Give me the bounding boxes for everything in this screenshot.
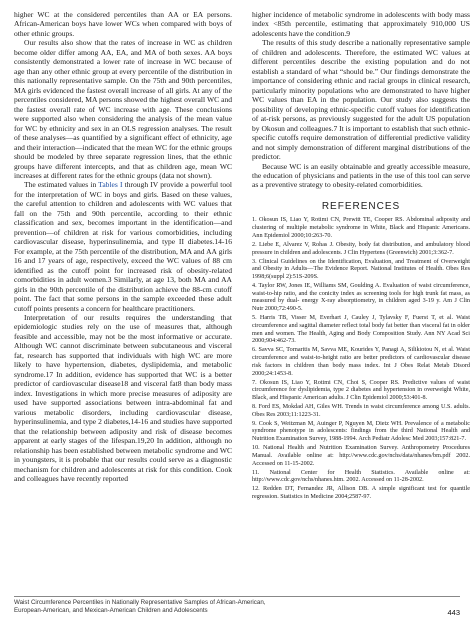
paragraph-interpretation: Interpretation of our results requires the understanding that epidemiologic studies rely on the use of measures that, although feasible and accessible, may not be the most informative or accurate. Although WC cannot discriminate between subcutaneous and visceral fat, research has supported that individuals with high WC are more likely to have hypertension, diabetes, dyslipidemia, and metabolic syndrome.17 In addition, evidence has supported that WC is a better predictor of cardiovascular disease18 and visceral fat8 than body mass index. Investigations in which more precise measures of adiposity are used have supported associations between intra-abdominal fat and various metabolic disorders, including cardiovascular disease, hyperinsulinemia, and type 2 diabetes,14-16 and studies have supported that the relationship between adiposity and risk of disease becomes apparent at early stages of the lifespan.19,20 In addition, although no relationship has been established between metabolic syndrome and WC in youngsters, it is probable that our results could serve as a diagnostic mechanism for children and adolescents at risk for this condition. Cook and colleagues have recently reported: [14, 313, 232, 483]
reference-text: Harris TB, Visser M, Everhart J, Cauley J, Tylavsky F, Fuerst T, et al. Waist circumference and sagittal diameter reflect total body fat better than visceral fat in older men and women. The Health, Aging and Body Composition Study. Ann NY Acad Sci 2000;904:462-73.: [252, 315, 470, 345]
reference-item: [252, 470, 470, 486]
running-title-line: Waist Circumference Percentiles in Nationally Representative Samples of African-American,: [14, 599, 266, 606]
reference-item: [252, 283, 470, 314]
reference-item: [252, 347, 470, 378]
references-heading: REFERENCES: [321, 200, 401, 212]
paragraph-continued: higher WC at the considered percentiles than AA or EA persons. African-American boys have lower WCs when compared with boys of other ethnic groups.: [14, 10, 232, 38]
reference-text: Clinical Guidelines on the Identification, Evaluation, and Treatment of Overweight and Obesity in Adults—The Evidence Report. National Institutes of Health. Obes Res 1998;6(suppl 2):51S-209S.: [252, 258, 470, 280]
reference-item: [252, 404, 470, 420]
reference-item: [252, 217, 470, 240]
reference-number: 9.: [252, 420, 257, 427]
reference-text: Okosun IS, Liao Y, Rotimi CN, Choi S, Cooper RS. Predictive values of waist circumference for dyslipidemia, type 2 diabetes and hypertension in overweight White, Black, and Hispanic American adults. J Clin Epidemiol 2000;53:401-8.: [252, 379, 470, 401]
reference-text: National Health and Nutrition Examination Survey. Anthropometry Procedures Manual. Available online at: http://www.cdc.gov/nchs/data/nhanes/bm.pdf 2002. Accessed on 11-15-2002.: [252, 445, 470, 467]
reference-text: Ford ES, Mokdad AH, Giles WH. Trends in waist circumference among U.S. adults. Obes Res 2003;11:1223-31.: [252, 403, 470, 418]
reference-item: [252, 445, 470, 468]
reference-text: Cook S, Weitzman M, Auinger P, Nguyen M, Dietz WH. Prevalence of a metabolic syndrome phenotype in adolescents: findings from the third National Health and Nutrition Examination Survey, 1988-1994. Arch Pediatr Adolesc Med 2003;157:821-7.: [252, 420, 470, 443]
reference-number: 12.: [252, 486, 260, 493]
references-list: [252, 217, 470, 501]
left-column: [14, 10, 232, 483]
reference-number: 4.: [252, 282, 257, 289]
paragraph-rates-of-increase: Our results also show that the rates of increase in WC as children become older differ among AA, EA, and MA of both sexes. AA boys consistently demonstrated a lower rate of increase in WC because of age than any other ethnic group at every percentile of the distribution in this nationally representative sample. On the 75th and 90th percentiles, MA girls evidenced the fastest overall increase of all girls. At any of the percentiles considered, MA persons showed the highest overall WC and the fastest overall rate of WC increase with age. These conclusions were supported also when considering the analysis of the mean value for WC by ethnicity and sex in an OLS regression analyses. The result of these analyses—as quantified by a significant effect of ethnicity, age and their interaction—indicated that the mean WC for the ethnic groups should be modeled by three separate regression lines, that the ethnic groups have different intercepts, and that as children age, mean WC increases at different rates for the ethnic groups (data not shown).: [14, 38, 232, 180]
paragraph-continued: higher incidence of metabolic syndrome in adolescents with body mass index <85th percentile, estimating that approximately 910,000 US adolescents have the condition.9: [252, 10, 470, 38]
tables-link[interactable]: Tables I: [98, 180, 123, 190]
page-footer: [14, 596, 460, 615]
paragraph-text: The estimated values in: [24, 180, 99, 190]
reference-number: 10.: [252, 445, 260, 452]
reference-number: 8.: [252, 403, 257, 410]
reference-item: [252, 242, 470, 258]
reference-number: 7.: [252, 379, 257, 386]
reference-number: 11.: [252, 469, 260, 476]
reference-item: [252, 259, 470, 282]
paragraph-text: through IV provide a powerful tool for the interpretation of WC in boys and girls. Based on these values, the careful attention to children and adolescents with WC values that fall on the 75th and 90th percentile, according to their ethnic classification and sex, becomes important in the identification—and prevention—of children at risk for various comorbidities, including cardiovascular disease, hyperinsulinemia, and type II diabetes.14-16 For example, at the 75th percentile of the distribution, MA and AA girls 16 and 17 years of age, respectively, exceed the WC values of 88 cm identified as the cutoff point for increased risk of obesity-related comorbidities in adult women.3 Similarly, at age 13, both MA and AA girls in the 90th percentile of the distribution achieve the 88-cm cutoff point. The fact that some persons in the sample exceeded these adult cutoff points presents a concern for healthcare practitioners.: [14, 180, 233, 313]
reference-text: Redden DT, Fernandez JR, Allison DB. A simple significant test for quantile regression. Statistics in Medicine 2004;2587-97.: [252, 486, 470, 500]
reference-number: 1.: [252, 217, 257, 224]
reference-text: National Center for Health Statistics. Available online at: http://www.cdc.gov/nchs/nhanes.htm. 2002. Accessed on 11-28-2002.: [252, 469, 470, 484]
reference-number: 3.: [252, 258, 257, 265]
reference-text: Taylor RW, Jones IE, Williams SM, Goulding A. Evaluation of waist circumference, waist-to-hip ratio, and the conicity index as screening tools for high trunk fat mass, as measured by dual- energy X-ray absorptiometry, in children aged 3-19 y. Am J Clin Nutr 2000;72:490-5.: [252, 282, 470, 313]
reference-text: Okosun IS, Liao Y, Rotimi CN, Prewitt TE, Cooper RS. Abdominal adiposity and clustering of multiple metabolic syndrome in White, Black and Hispanic Americans. Ann Epidemiol 2000;10:263-70.: [252, 217, 471, 239]
reference-number: 2.: [252, 241, 257, 248]
running-title-line: European-American, and Mexican-American Children and Adolescents: [14, 607, 208, 614]
reference-item: [252, 380, 470, 403]
reference-item: [252, 315, 470, 346]
page-number: 443: [447, 608, 460, 617]
reference-number: 6.: [252, 347, 257, 354]
paragraph-results: The results of this study describe a nationally representative sample of children and adolescents. Therefore, the estimated WC values at different percentiles describe the existing population and do not establish a standard of what “should be.” Our findings demonstrate the importance of considering ethnic and racial groups in clinical research, particularly minority populations who are demonstrated to have higher WC values than EA in the population. Our study also suggests the possibility of developing ethnic-specific cutoff values for identification of at-risk persons, as previously suggested for the adult US population by Okosun and colleagues.7 It is important to establish that such ethnic-specific cutoffs require demonstration of differential predictive validity and not simply demonstration of different marginal distributions of the predictor.: [252, 38, 470, 162]
reference-number: 5.: [252, 315, 257, 322]
reference-item: [252, 486, 470, 502]
reference-text: Liebe E, Alvarez V, Rohas J. Obesity, body fat distribution, and ambulatory blood pressure in children and adolescents. J Clin Hypertens (Greenwich) 2001;3:362-7.: [252, 241, 470, 256]
reference-item: [252, 421, 470, 444]
paragraph-estimated-values: [14, 180, 232, 313]
running-title: [14, 599, 314, 615]
reference-text: Savva SC, Tornaritis M, Savva ME, Kourides Y, Panagi A, Silikiotou N, et al. Waist circumference and waist-to-height ratio are better predictors of cardiovascular disease risk factors in children than body mass index. Int J Obes Relat Metab Disord 2000;24:1453-8.: [252, 347, 470, 377]
right-column: [252, 10, 470, 503]
paragraph-conclusion: Because WC is an easily obtainable and greatly accessible measure, the education of physicians and patients in the use of this tool can serve as a preventive strategy to obesity-related comorbidities.: [252, 161, 470, 190]
